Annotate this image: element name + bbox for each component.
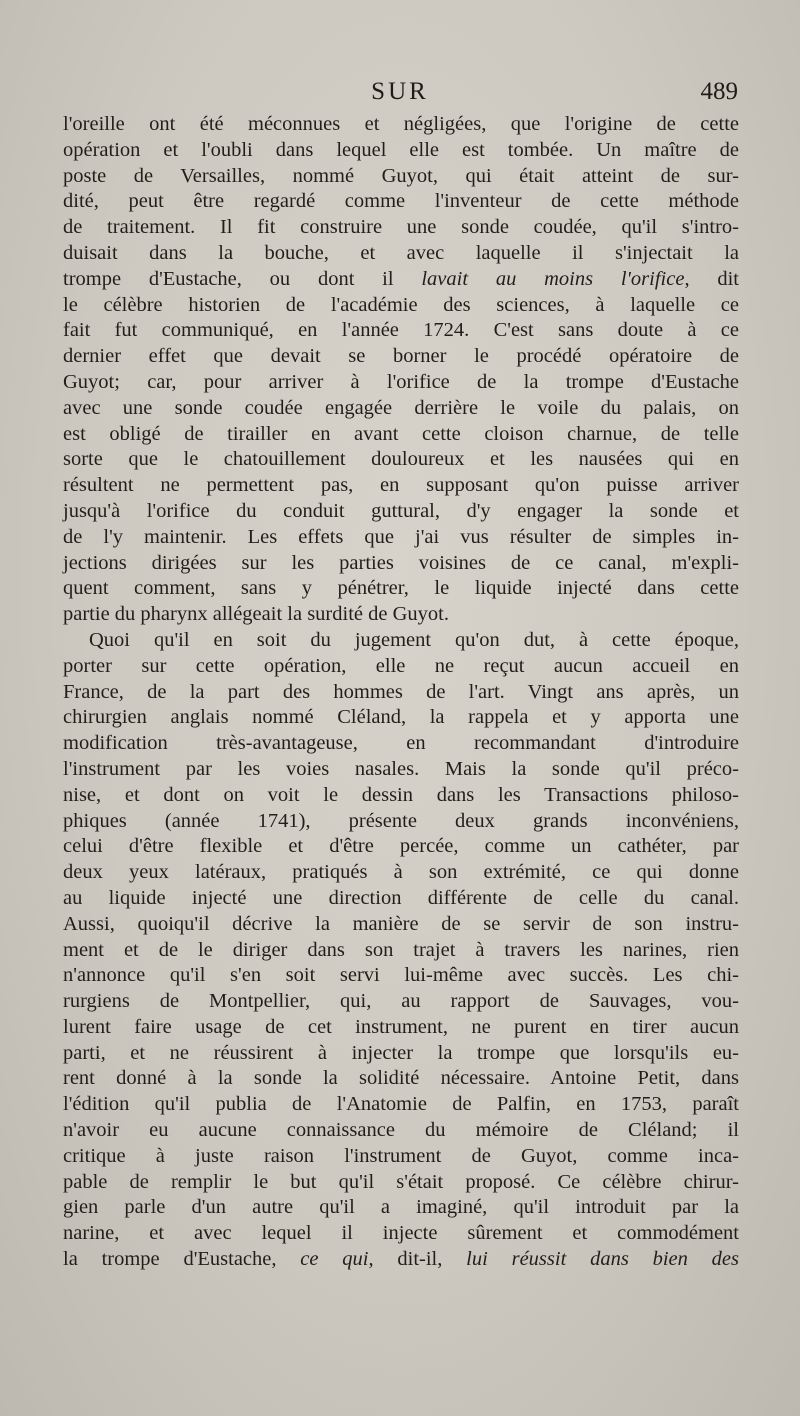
text-line: France, de la part des hommes de l'art. Vingt ans après, un [63, 680, 739, 703]
text-line: dernier effet que devait se borner le procédé opératoire de [63, 345, 739, 368]
bleed-through-texture [150, 1304, 710, 1326]
text-line: modification très-avantageuse, en recommandant d'introduire [63, 732, 739, 755]
text-line: nise, et dont on voit le dessin dans les Transactions philoso- [63, 783, 739, 806]
text-line: narine, et avec lequel il injecte sûrement et commodément [63, 1222, 739, 1245]
text-line: est obligé de tirailler en avant cette cloison charnue, de telle [63, 422, 739, 445]
text-line: phiques (année 1741), présente deux grands inconvéniens, [63, 809, 739, 832]
text-line: l'instrument par les voies nasales. Mais la sonde qu'il préco- [63, 757, 739, 780]
text-line: jusqu'à l'orifice du conduit guttural, d'y engager la sonde et [63, 499, 739, 522]
text-line: chirurgien anglais nommé Cléland, la rappela et y apporta une [63, 706, 739, 729]
text-line: pable de remplir le but qu'il s'était proposé. Ce célèbre chirur- [63, 1170, 739, 1193]
text-line: ment et de le diriger dans son trajet à travers les narines, rien [63, 938, 739, 961]
text-line: lurent faire usage de cet instrument, ne purent en tirer aucun [63, 1015, 739, 1038]
text-line: avec une sonde coudée engagée derrière le voile du palais, on [63, 396, 739, 419]
italic-segment: lui réussit dans bien des [466, 1248, 739, 1271]
page-number: 489 [700, 78, 738, 105]
text-line: dité, peut être regardé comme l'inventeur de cette méthode [63, 190, 739, 213]
text-line: sorte que le chatouillement douloureux et les nausées qui en [63, 448, 739, 471]
text-line: partie du pharynx allégeait la surdité de Guyot. [63, 603, 449, 626]
italic-segment: lavait au moins l'orifice [421, 267, 685, 290]
italic-segment: ce qui [300, 1248, 369, 1271]
text-line: celui d'être flexible et d'être percée, comme un cathéter, par [63, 835, 739, 858]
line-segment: , dit-il, [368, 1248, 467, 1271]
text-line: l'oreille ont été méconnues et négligées, que l'origine de cette [63, 113, 739, 135]
text-line: jections dirigées sur les parties voisines de ce canal, m'expli- [63, 551, 739, 574]
text-line: de l'y maintenir. Les effets que j'ai vus résulter de simples in- [63, 525, 739, 548]
text-line: deux yeux latéraux, pratiqués à son extrémité, ce qui donne [63, 861, 739, 884]
text-line-with-italic [63, 267, 739, 293]
line-segment: , dit [684, 267, 739, 290]
text-line: le célèbre historien de l'académie des sciences, à laquelle ce [63, 293, 739, 316]
text-line: duisait dans la bouche, et avec laquelle il s'injectait la [63, 241, 739, 264]
paragraph-first-line: Quoi qu'il en soit du jugement qu'on dut, à cette époque, [89, 628, 739, 651]
text-line: critique à juste raison l'instrument de Guyot, comme inca- [63, 1144, 739, 1167]
text-line: opération et l'oubli dans lequel elle est tombée. Un maître de [63, 138, 739, 161]
text-line: résultent ne permettent pas, en supposant qu'on puisse arriver [63, 474, 739, 497]
text-line: n'annonce qu'il s'en soit servi lui-même avec succès. Les chi- [63, 964, 739, 987]
text-line: fait fut communiqué, en l'année 1724. C'est sans doute à ce [63, 319, 739, 342]
text-line: parti, et ne réussirent à injecter la trompe que lorsqu'ils eu- [63, 1041, 739, 1064]
text-line: quent comment, sans y pénétrer, le liquide injecté dans cette [63, 577, 739, 600]
text-line: gien parle d'un autre qu'il a imaginé, qu'il introduit par la [63, 1196, 739, 1219]
text-line: de traitement. Il fit construire une sonde coudée, qu'il s'intro- [63, 216, 739, 239]
text-line: poste de Versailles, nommé Guyot, qui était atteint de sur- [63, 164, 739, 187]
line-segment: la trompe d'Eustache, [63, 1248, 301, 1271]
text-line: Aussi, quoiqu'il décrive la manière de se servir de son instru- [63, 912, 739, 935]
text-line: l'édition qu'il publia de l'Anatomie de Palfin, en 1753, paraît [63, 1093, 739, 1116]
page-body-text [63, 112, 739, 1273]
text-line: au liquide injecté une direction différente de celle du canal. [63, 886, 739, 909]
text-line: n'avoir eu aucune connaissance du mémoire de Cléland; il [63, 1119, 739, 1142]
text-line: rent donné à la sonde la solidité nécessaire. Antoine Petit, dans [63, 1067, 739, 1090]
text-line: Guyot; car, pour arriver à l'orifice de la trompe d'Eustache [63, 370, 739, 393]
text-line: rurgiens de Montpellier, qui, au rapport de Sauvages, vou- [63, 990, 739, 1013]
line-segment: trompe d'Eustache, ou dont il [63, 267, 422, 290]
last-text-line [63, 1247, 739, 1273]
running-head: SUR [371, 78, 429, 105]
text-line: porter sur cette opération, elle ne reçut aucun accueil en [63, 654, 739, 677]
